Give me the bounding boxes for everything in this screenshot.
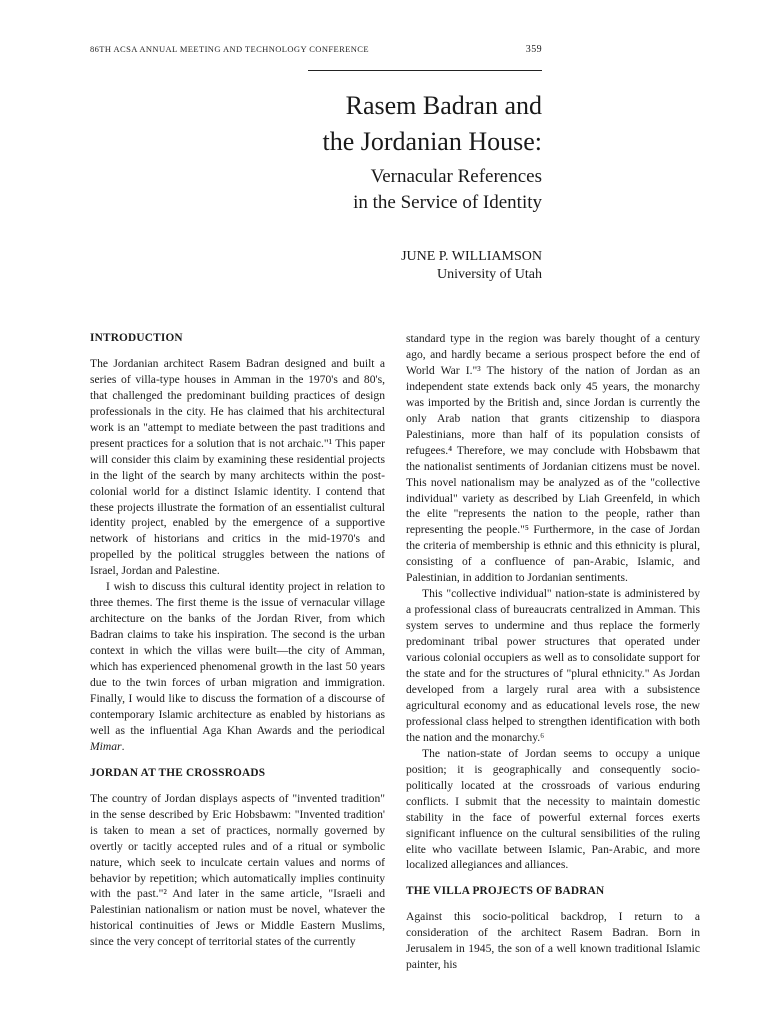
subtitle-line-1: Vernacular References bbox=[370, 166, 542, 187]
paragraph: This "collective individual" nation-state is administered by a professional class of bureaucrats centralized in Amman. This system serves to undermine and thus replace the formerly predominant tribal power structures that operated under various colonial occupiers as well as to consolidate support for the state and for the structures of "plural ethnicity." As Jordan developed from a largely rural area with a subsistence agricultural economy and as educational levels rose, the new professional class helped to strengthen identification with both the nation and the monarchy.⁶ bbox=[406, 587, 700, 744]
conference-name: 86TH ACSA ANNUAL MEETING AND TECHNOLOGY CONFERENCE bbox=[90, 44, 369, 54]
paragraph: The nation-state of Jordan seems to occupy a unique position; it is geographically and consequently socio-politically located at the crossroads of various enduring conflicts. I submit that the necessity to maintain domestic stability in the face of powerful external forces exerts significant influence on the cultural sensibilities of the ruling elite who vacillate between Islamic, Pan-Arabic, and more localized allegiances and alliances. bbox=[406, 746, 700, 872]
header-rule bbox=[308, 70, 542, 71]
paragraph: The country of Jordan displays aspects of "invented tradition" in the sense described by Eric Hobsbawm: "Invented tradition' is taken to mean a set of practices, normally governed by overtly or tacitly accepted rules and of a ritual or symbolic nature, which seek to inculcate certain values and norms of behavior by repetition; which automatically implies continuity with the past."² And later in the same article, "Israeli and Palestinian nationalism or nation must be novel, whatever the historical continuities of Jews or Middle Eastern Muslims, since the very concept of territorial states of the currently bbox=[90, 791, 385, 949]
author-block bbox=[401, 248, 542, 284]
section-heading-villa-projects: THE VILLA PROJECTS OF BADRAN bbox=[406, 885, 605, 898]
right-column bbox=[406, 331, 700, 973]
page-number: 359 bbox=[525, 44, 542, 55]
title-block bbox=[322, 88, 542, 216]
paragraph: standard type in the region was barely thought of a century ago, and hardly became a serious prospect before the end of World War I."³ The history of the nation of Jordan as an independent state extends back only 45 years, the monarchy was imported by the British and, since Jordan is currently the only Arab nation that grants citizenship to diaspora Palestinians, more than half of its population consists of refugees.⁴ Therefore, we may conclude with Hobsbawm that the nationalist sentiments of Jordanian citizens must be novel. This novel nationalism may be analyzed as of the "collective individual" variety as described by Liah Greenfeld, in which the elite "represents the nation to the people, rather than representing the people."⁵ Furthermore, in the case of Jordan the criteria of membership is ethnic and this ethnicity is plural, consisting of a confluence of pan-Arabic, Islamic, and Palestinian, in addition to Jordanian sentiments. bbox=[406, 332, 700, 585]
section-heading-crossroads: JORDAN AT THE CROSSROADS bbox=[90, 766, 266, 779]
paragraph: Against this socio-political backdrop, I return to a consideration of the architect Rasem Badran. Born in Jerusalem in 1945, the son of a well known traditional Islamic painter, his bbox=[406, 910, 700, 972]
left-column bbox=[90, 331, 385, 950]
subtitle-line-2: in the Service of Identity bbox=[353, 192, 542, 213]
section-heading-introduction: INTRODUCTION bbox=[90, 332, 183, 344]
author-name: JUNE P. WILLIAMSON bbox=[401, 249, 542, 264]
paragraph: The Jordanian architect Rasem Badran designed and built a series of villa-type houses in Amman in the 1970's and 80's, that challenged the predominant building practices of design professionals in the city. He has claimed that his architectural work is an "attempt to mediate between the past traditions and present practices for a solution that is not archaic."¹ This paper will consider this claim by examining these residential projects in the light of the search by many architects within the post-colonial world for a distinct Islamic identity. I contend that these projects illustrate the formation of an essentialist cultural identity project, enabled by the emergence of a supportive network of historians and critics in the mid-1970's and propelled by the political struggles between the nations of Israel, Jordan and Palestine. bbox=[90, 356, 385, 578]
running-head bbox=[90, 44, 542, 54]
periodical-title: Mimar bbox=[90, 739, 122, 753]
paragraph bbox=[90, 579, 385, 754]
title-line-2: the Jordanian House: bbox=[322, 127, 542, 156]
author-affiliation: University of Utah bbox=[437, 267, 542, 282]
paragraph-end: . bbox=[121, 739, 125, 753]
paragraph-text: I wish to discuss this cultural identity project in relation to three themes. The first theme is the issue of vernacular village architecture on the banks of the Jordan River, from which Badran claims to take his inspiration. The second is the urban context in which the villas were built—the city of Amman, which has experienced phenomenal growth in the last 50 years due to the twin forces of urban migration and immigration. Finally, I would like to discuss the formation of a discourse of contemporary Islamic architecture as enabled by historians as well as the influential Aga Khan Awards and the periodical bbox=[90, 580, 385, 737]
title-line-1: Rasem Badran and bbox=[345, 91, 542, 120]
